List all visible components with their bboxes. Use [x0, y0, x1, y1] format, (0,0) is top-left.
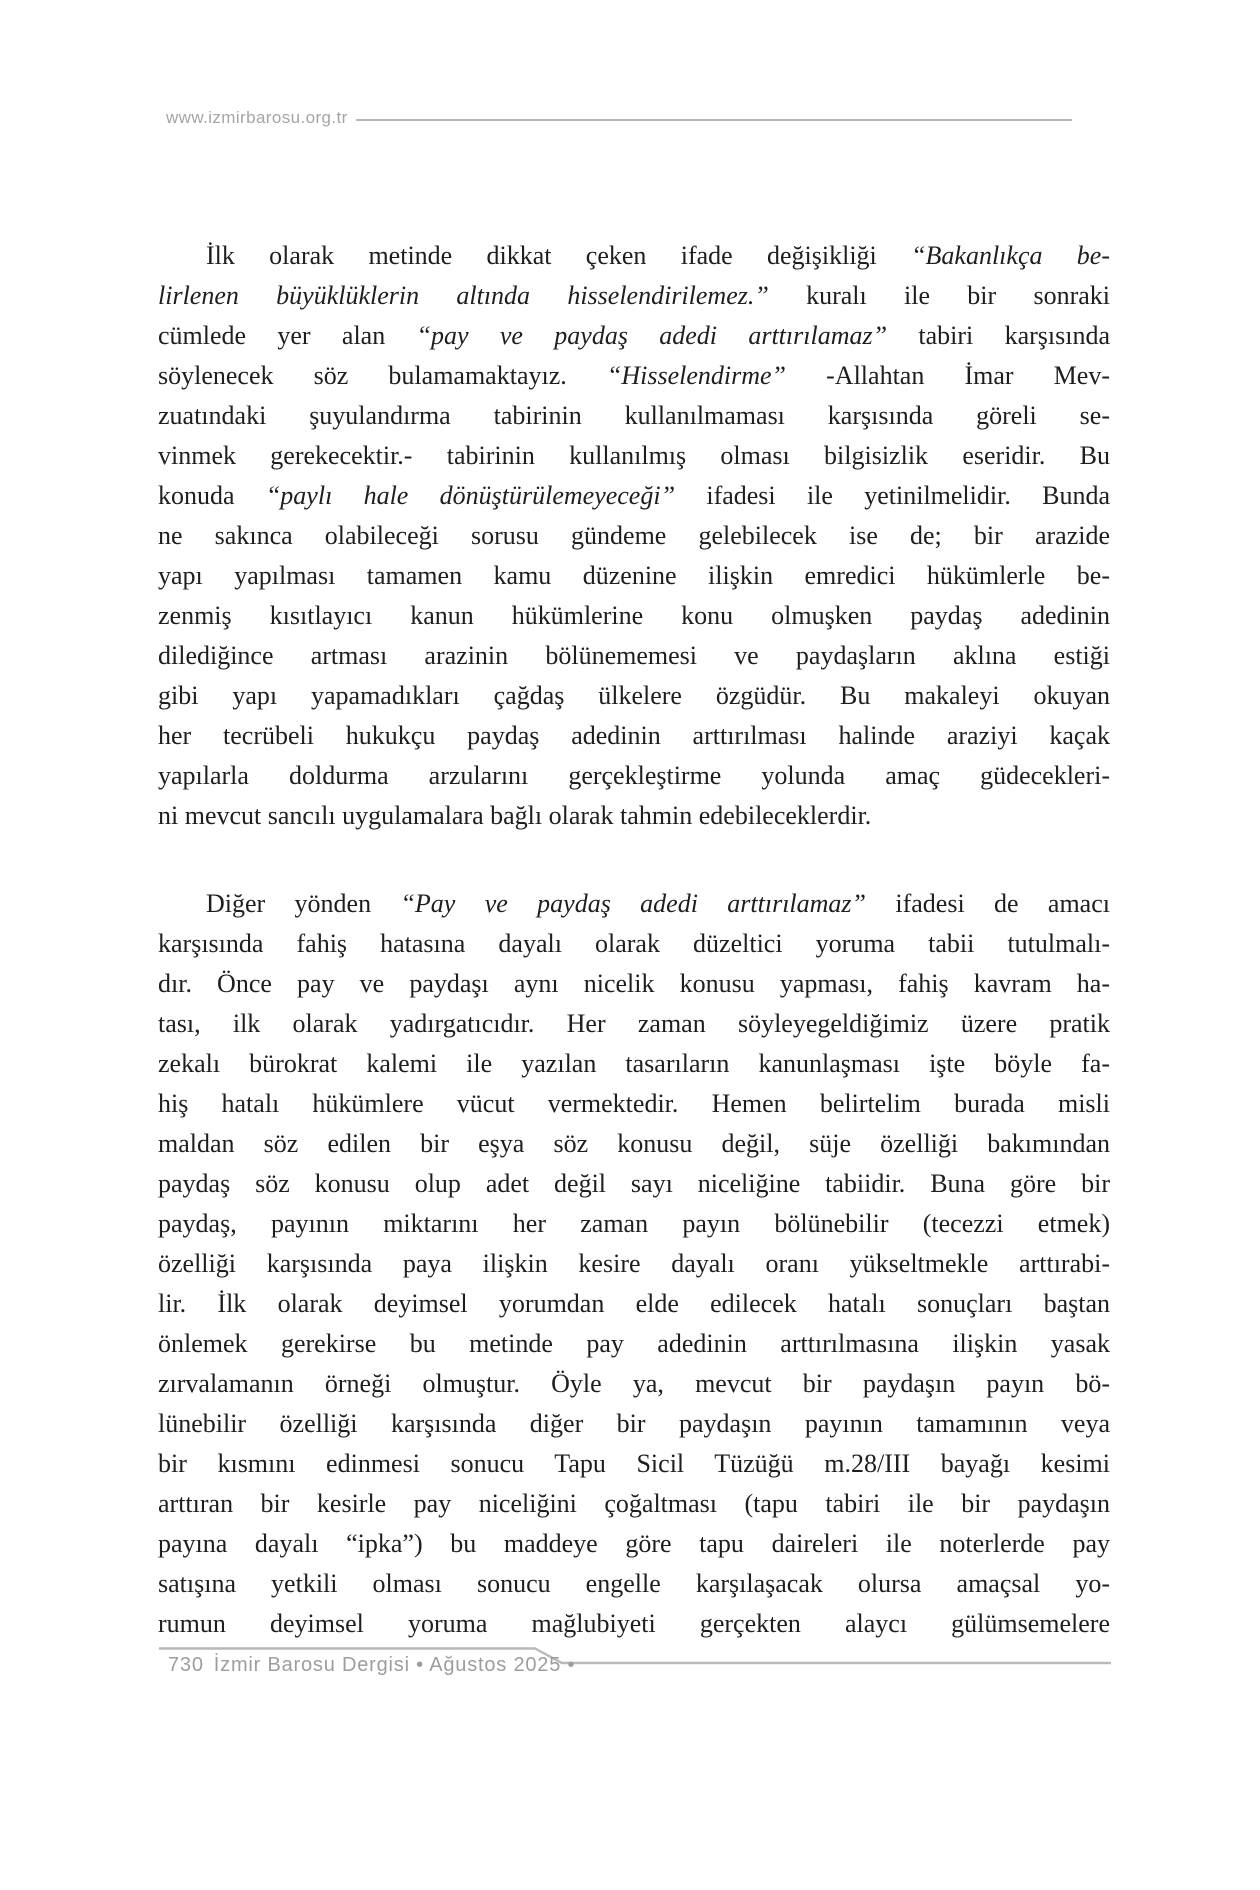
text-segment: yapılarla doldurma arzularını gerçekleştirme yolunda amaç güdecekleri- [158, 761, 1110, 790]
text-segment: maldan söz edilen bir eşya söz konusu değil, süje özelliği bakımından [158, 1129, 1110, 1158]
text-segment: payına dayalı “ipka”) bu maddeye göre tapu daireleri ile noterlerde pay [158, 1529, 1110, 1558]
text-line [158, 1044, 1110, 1084]
header-site-url: www.izmirbarosu.org.tr [166, 108, 348, 127]
text-line [158, 516, 1110, 556]
text-segment: satışına yetkili olması sonucu engelle karşılaşacak olursa amaçsal yo- [158, 1569, 1110, 1598]
page-footer [168, 1654, 575, 1677]
text-segment: hiş hatalı hükümlere vücut vermektedir. Hemen belirtelim burada misli [158, 1089, 1110, 1118]
paragraph [158, 884, 1110, 1644]
text-line [158, 276, 1110, 316]
text-line [158, 716, 1110, 756]
text-line [158, 476, 1110, 516]
text-segment: her tecrübeli hukukçu paydaş adedinin arttırılması halinde araziyi kaçak [158, 721, 1110, 750]
text-segment: tası, ilk olarak yadırgatıcıdır. Her zaman söyleyegeldiğimiz üzere pratik [158, 1009, 1110, 1038]
text-line [158, 1524, 1110, 1564]
text-line [158, 1004, 1110, 1044]
text-line [158, 796, 1110, 836]
text-segment: özelliği karşısında paya ilişkin kesire dayalı oranı yükseltmekle arttırabi- [158, 1249, 1110, 1278]
text-line [158, 1404, 1110, 1444]
text-segment: dır. Önce pay ve paydaşı aynı nicelik konusu yapması, fahiş kavram ha- [158, 969, 1110, 998]
text-segment: rumun deyimsel yoruma mağlubiyeti gerçekten alaycı gülümsemelere [158, 1609, 1110, 1638]
text-segment: paydaş söz konusu olup adet değil sayı niceliğine tabiidir. Buna göre bir [158, 1169, 1110, 1198]
text-segment: -Allahtan İmar Mev- [786, 361, 1110, 390]
text-segment: söylenecek söz bulamamaktayız. [158, 361, 607, 390]
text-segment: cümlede yer alan [158, 321, 417, 350]
text-line [158, 1324, 1110, 1364]
text-segment: dilediğince artması arazinin bölünememesi ve paydaşların aklına estiği [158, 641, 1110, 670]
text-segment: arttıran bir kesirle pay niceliğini çoğaltması (tapu tabiri ile bir paydaşın [158, 1489, 1110, 1518]
text-segment: kuralı ile bir sonraki [768, 281, 1110, 310]
text-segment: zenmiş kısıtlayıcı kanun hükümlerine konu olmuşken paydaş adedinin [158, 601, 1110, 630]
text-segment: İlk olarak metinde dikkat çeken ifade değişikliği [206, 241, 912, 270]
text-segment: vinmek gerekecektir.- tabirinin kullanılmış olması bilgisizlik eseridir. Bu [158, 441, 1110, 470]
text-segment: ifadesi ile yetinilmelidir. Bunda [675, 481, 1110, 510]
text-line [158, 236, 1110, 276]
text-segment: paydaş, payının miktarını her zaman payın bölünebilir (tecezzi etmek) [158, 1209, 1110, 1238]
text-line [158, 1564, 1110, 1604]
quoted-italic-text: lirlenen büyüklüklerin altında hisselendirilemez.” [158, 281, 769, 310]
text-line [158, 1164, 1110, 1204]
quoted-italic-text: “Bakanlıkça be- [911, 241, 1110, 270]
text-line [158, 396, 1110, 436]
text-line [158, 596, 1110, 636]
text-segment: bir kısmını edinmesi sonucu Tapu Sicil Tüzüğü m.28/III bayağı kesimi [158, 1449, 1110, 1478]
text-segment: ni mevcut sancılı uygulamalara bağlı olarak tahmin edebileceklerdir. [158, 801, 872, 830]
text-line [158, 1484, 1110, 1524]
page-number: 730 [168, 1654, 204, 1676]
quoted-italic-text: “pay ve paydaş adedi arttırılamaz” [416, 321, 888, 350]
text-line [158, 356, 1110, 396]
text-segment: lir. İlk olarak deyimsel yorumdan elde edilecek hatalı sonuçları baştan [158, 1289, 1110, 1318]
text-segment: lünebilir özelliği karşısında diğer bir paydaşın payının tamamının veya [158, 1409, 1110, 1438]
header-rule [356, 119, 1072, 121]
text-segment: zırvalamanın örneği olmuştur. Öyle ya, mevcut bir paydaşın payın bö- [158, 1369, 1110, 1398]
text-line [158, 964, 1110, 1004]
text-line [158, 316, 1110, 356]
text-line [158, 1244, 1110, 1284]
text-line [158, 1204, 1110, 1244]
text-line [158, 1364, 1110, 1404]
text-line [158, 1284, 1110, 1324]
journal-name: İzmir Barosu Dergisi • Ağustos 2025 • [213, 1654, 576, 1676]
text-segment: ifadesi de amacı [866, 889, 1110, 918]
article-body [158, 236, 1110, 1644]
text-segment: Diğer yönden [206, 889, 401, 918]
text-line [158, 1604, 1110, 1644]
quoted-italic-text: “Pay ve paydaş adedi arttırılamaz” [400, 889, 866, 918]
text-line [158, 924, 1110, 964]
text-segment: ne sakınca olabileceği sorusu gündeme gelebilecek ise de; bir arazide [158, 521, 1110, 550]
paragraph [158, 236, 1110, 836]
text-segment: karşısında fahiş hatasına dayalı olarak düzeltici yoruma tabii tutulmalı- [158, 929, 1110, 958]
text-segment: önlemek gerekirse bu metinde pay adedinin arttırılmasına ilişkin yasak [158, 1329, 1110, 1358]
text-segment: gibi yapı yapamadıkları çağdaş ülkelere özgüdür. Bu makaleyi okuyan [158, 681, 1110, 710]
text-line [158, 556, 1110, 596]
text-line [158, 756, 1110, 796]
text-line [158, 1124, 1110, 1164]
text-segment: zuatındaki şuyulandırma tabirinin kullanılmaması karşısında göreli se- [158, 401, 1110, 430]
text-segment: zekalı bürokrat kalemi ile yazılan tasarıların kanunlaşması işte böyle fa- [158, 1049, 1110, 1078]
text-segment: yapı yapılması tamamen kamu düzenine ilişkin emredici hükümlerle be- [158, 561, 1110, 590]
text-line [158, 884, 1110, 924]
page-header [166, 108, 1072, 128]
text-line [158, 436, 1110, 476]
quoted-italic-text: “paylı hale dönüştürülemeyeceği” [265, 481, 676, 510]
quoted-italic-text: “Hisselendirme” [606, 361, 787, 390]
text-line [158, 1444, 1110, 1484]
text-line [158, 676, 1110, 716]
text-segment: tabiri karşısında [887, 321, 1110, 350]
text-line [158, 1084, 1110, 1124]
text-line [158, 636, 1110, 676]
text-segment: konuda [158, 481, 266, 510]
